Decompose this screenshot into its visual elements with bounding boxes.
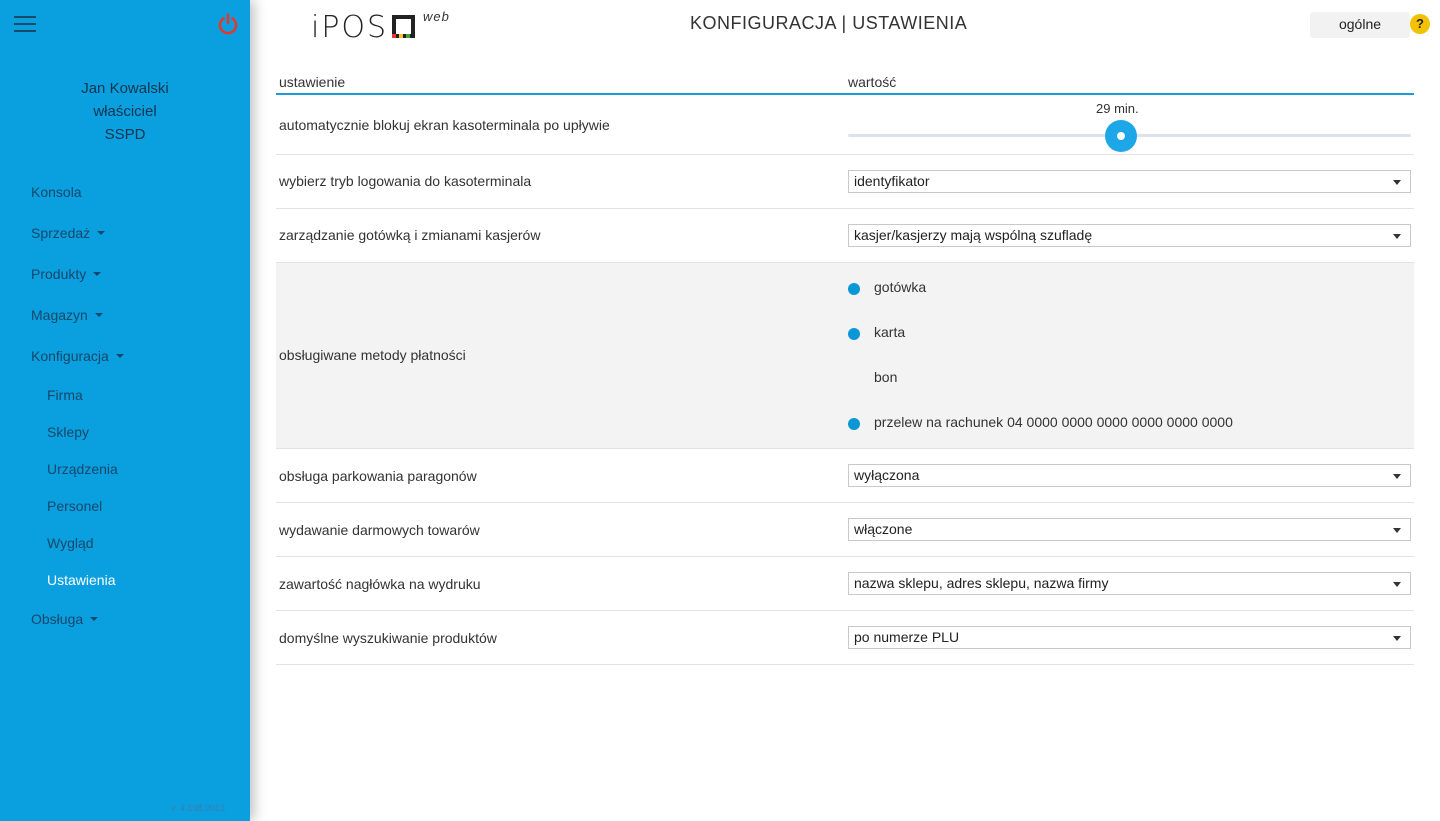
table-row <box>276 503 1414 557</box>
table-row <box>276 557 1414 611</box>
sidebar-subitem-wyglad[interactable]: Wygląd <box>47 535 94 551</box>
sidebar-subitem-urzadzenia[interactable]: Urządzenia <box>47 461 118 477</box>
sidebar-item-produkty[interactable] <box>31 266 101 282</box>
radio-dot-icon <box>848 328 860 340</box>
select-value: kasjer/kasjerzy mają wspólną szufladę <box>854 227 1093 243</box>
setting-label: zawartość nagłówka na wydruku <box>279 576 481 592</box>
table-row <box>276 155 1414 209</box>
tab-general[interactable]: ogólne <box>1310 12 1410 38</box>
logo-square-icon <box>392 15 415 38</box>
radio-dot-icon <box>848 418 860 430</box>
radio-dot-icon <box>848 283 860 295</box>
sidebar-item-obsluga[interactable] <box>31 611 98 627</box>
table-row <box>276 95 1414 155</box>
setting-label: wybierz tryb logowania do kasoterminala <box>279 173 532 189</box>
chevron-down-icon <box>1393 180 1401 185</box>
chevron-down-icon <box>1393 474 1401 479</box>
sidebar-item-label: Konsola <box>31 184 82 200</box>
setting-label: obsługa parkowania paragonów <box>279 468 477 484</box>
chevron-down-icon <box>1393 582 1401 587</box>
select-value: nazwa sklepu, adres sklepu, nazwa firmy <box>854 575 1109 591</box>
logo-suffix: web <box>423 9 450 24</box>
sidebar-subitem-sklepy[interactable]: Sklepy <box>47 424 90 440</box>
sidebar <box>0 0 250 821</box>
sidebar-item-label: Magazyn <box>31 307 88 323</box>
user-name: Jan Kowalski <box>81 80 169 97</box>
table-row <box>276 449 1414 503</box>
table-header <box>276 68 1414 95</box>
chevron-down-icon <box>1393 234 1401 239</box>
menu-icon[interactable] <box>14 16 36 34</box>
sidebar-item-label: Sprzedaż <box>31 225 91 241</box>
print-header-select[interactable] <box>848 572 1411 595</box>
receipt-parking-select[interactable] <box>848 464 1411 487</box>
chevron-down-icon <box>1393 528 1401 533</box>
sidebar-item-label: Konfiguracja <box>31 348 109 364</box>
table-row <box>276 263 1414 449</box>
app-version: v. 4.198.0013 <box>171 803 225 813</box>
login-mode-select[interactable] <box>848 170 1411 193</box>
payment-option-label: karta <box>874 324 906 340</box>
caret-down-icon <box>95 313 103 317</box>
setting-label: wydawanie darmowych towarów <box>279 522 480 538</box>
setting-label: automatycznie blokuj ekran kasoterminala po upływie <box>279 117 610 133</box>
sidebar-subitem-personel[interactable]: Personel <box>47 498 103 514</box>
sidebar-item-konfiguracja[interactable] <box>31 348 124 364</box>
setting-label: obsługiwane metody płatności <box>279 347 466 363</box>
table-row <box>276 611 1414 665</box>
cash-management-select[interactable] <box>848 224 1411 247</box>
caret-down-icon <box>116 354 124 358</box>
column-header-setting: ustawienie <box>279 74 346 90</box>
sidebar-subitem-firma[interactable]: Firma <box>47 387 83 403</box>
user-company: SSPD <box>104 126 146 143</box>
select-value: wyłączona <box>854 467 920 483</box>
free-goods-select[interactable] <box>848 518 1411 541</box>
sidebar-subitem-ustawienia[interactable]: Ustawienia <box>47 572 116 588</box>
table-row <box>276 209 1414 263</box>
sidebar-item-konsola[interactable] <box>31 184 82 200</box>
sidebar-item-magazyn[interactable] <box>31 307 103 323</box>
payment-option-label: bon <box>874 369 898 385</box>
caret-down-icon <box>93 272 101 276</box>
sidebar-item-label: Obsługa <box>31 611 84 627</box>
caret-down-icon <box>90 617 98 621</box>
select-value: włączone <box>854 521 913 537</box>
select-value: po numerze PLU <box>854 629 960 645</box>
page-title: KONFIGURACJA | USTAWIENIA <box>690 13 968 33</box>
setting-label: zarządzanie gotówką i zmianami kasjerów <box>279 227 541 243</box>
lock-timeout-slider-handle[interactable] <box>1105 120 1137 152</box>
caret-down-icon <box>97 231 105 235</box>
sidebar-item-sprzedaz[interactable] <box>31 225 105 241</box>
chevron-down-icon <box>1393 636 1401 641</box>
slider-value: 29 min. <box>1096 101 1139 116</box>
help-icon[interactable]: ? <box>1410 14 1430 34</box>
sidebar-item-label: Produkty <box>31 266 87 282</box>
payment-option-label: przelew na rachunek 04 0000 0000 0000 0000 0000 0000 <box>874 414 1233 430</box>
logo-text: iPOS <box>311 10 389 45</box>
settings-table <box>276 68 1414 665</box>
user-role: właściciel <box>93 103 157 120</box>
product-search-select[interactable] <box>848 626 1411 649</box>
select-value: identyfikator <box>854 173 930 189</box>
payment-option-label: gotówka <box>874 279 927 295</box>
column-header-value: wartość <box>848 74 897 90</box>
setting-label: domyślne wyszukiwanie produktów <box>279 630 497 646</box>
power-icon[interactable] <box>216 12 240 36</box>
user-info <box>0 77 250 146</box>
